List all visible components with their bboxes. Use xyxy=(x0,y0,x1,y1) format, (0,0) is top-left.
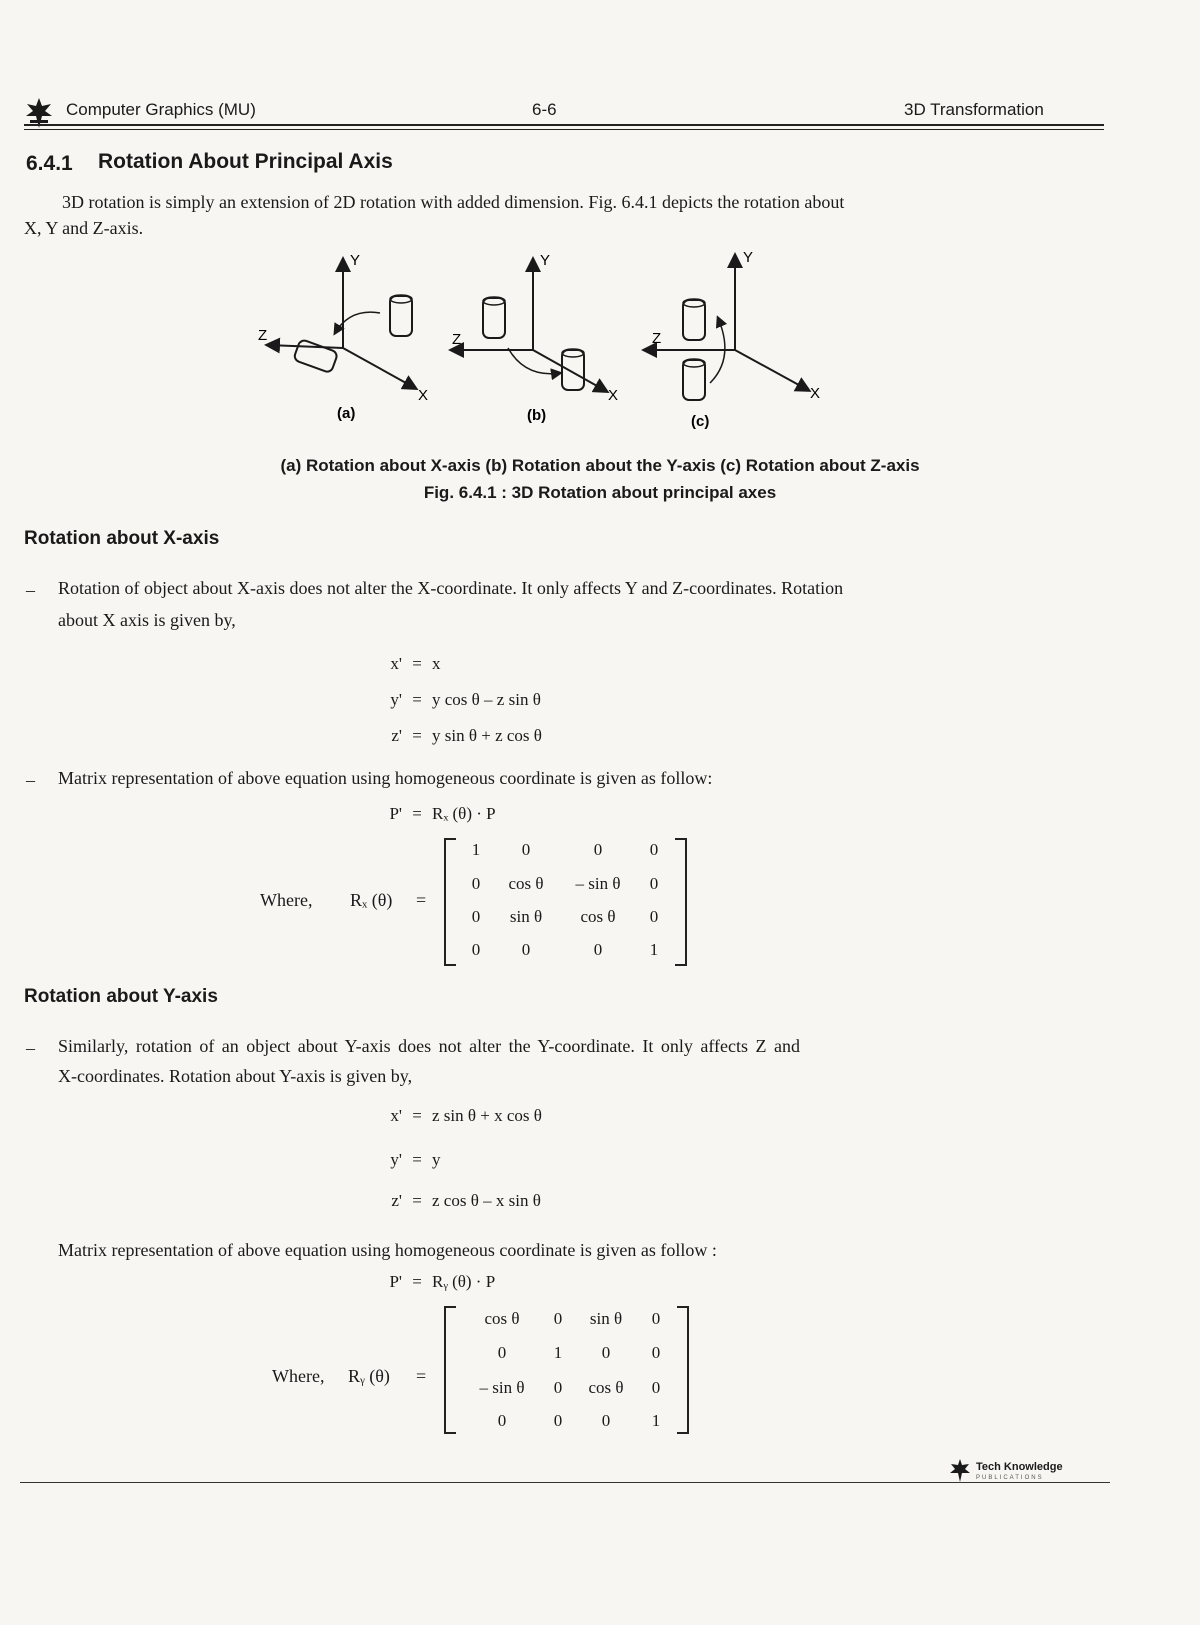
matrix-cell: 1 xyxy=(651,1411,661,1430)
panel-c-y-label: Y xyxy=(743,249,754,266)
section-title: Rotation About Principal Axis xyxy=(98,150,393,173)
matrix-cell: – sin θ xyxy=(575,874,621,893)
x-rotation-para-line-2: about X axis is given by, xyxy=(58,610,236,630)
x-rotation-para-line-1: Rotation of object about X-axis does not alter the X-coordinate. It only affects Y and Z-coordinates. Rotation xyxy=(58,578,844,598)
panel-b-y-label: Y xyxy=(540,252,551,269)
matrix-cell: 0 xyxy=(553,1309,563,1328)
y-matrix-intro: Matrix representation of above equation using homogeneous coordinate is given as follow : xyxy=(58,1240,717,1260)
matrix-cell: 0 xyxy=(521,840,531,859)
x-eq-rhs: z sin θ + x cos θ xyxy=(432,1106,542,1125)
panel-a-x-label: X xyxy=(418,387,429,404)
panel-a-rotation-arrow xyxy=(335,312,380,333)
y-eq-lhs: y' xyxy=(390,690,402,709)
y-where-label: Where, xyxy=(272,1366,325,1386)
matrix-cell: 0 xyxy=(497,1411,507,1430)
x-eq-rhs: x xyxy=(432,654,441,673)
x-eq-lhs: x' xyxy=(390,1106,402,1125)
matrix-cell: 0 xyxy=(521,940,531,959)
x-product-row xyxy=(370,804,496,824)
rotation-figure xyxy=(240,248,860,438)
publisher-sub: PUBLICATIONS xyxy=(976,1475,1044,1481)
z-eq-row xyxy=(370,1191,541,1211)
matrix-cell: cos θ xyxy=(484,1309,520,1328)
matrix-cell: 0 xyxy=(601,1343,611,1362)
matrix-cell: sin θ xyxy=(509,907,543,926)
equals-sign: = xyxy=(412,1106,422,1125)
z-eq-rhs: z cos θ – x sin θ xyxy=(432,1191,541,1210)
y-eq-row xyxy=(370,1150,441,1170)
y-eq-row xyxy=(370,690,541,710)
panel-b-diagram xyxy=(452,260,606,391)
chapter-title: 3D Transformation xyxy=(904,100,1044,119)
matrix-cell: 0 xyxy=(601,1411,611,1430)
y-eq-rhs: y cos θ – z sin θ xyxy=(432,690,541,709)
bullet-dash: – xyxy=(26,580,35,600)
matrix-cell: 0 xyxy=(497,1343,507,1362)
equals-sign: = xyxy=(416,1366,427,1386)
panel-a-diagram xyxy=(268,260,415,388)
matrix-cell: 0 xyxy=(649,907,659,926)
z-eq-row xyxy=(370,726,542,746)
matrix-cell: 0 xyxy=(553,1411,563,1430)
matrix-cell: 0 xyxy=(651,1378,661,1397)
panel-a-z-label: Z xyxy=(258,327,268,344)
panel-c-label: (c) xyxy=(691,413,710,430)
matrix-cell: 1 xyxy=(553,1343,563,1362)
panel-c-x-label: X xyxy=(810,385,821,402)
y-eq-rhs: y xyxy=(432,1150,441,1169)
y-matrix-name: Rᵧ (θ) xyxy=(348,1366,390,1386)
x-where-label: Where, xyxy=(260,890,313,910)
section-number: 6.4.1 xyxy=(26,152,73,175)
y-eq-lhs: y' xyxy=(390,1150,402,1169)
matrix-cell: 1 xyxy=(471,840,481,859)
matrix-cell: cos θ xyxy=(580,907,616,926)
z-eq-lhs: z' xyxy=(391,726,402,745)
page-number: 6-6 xyxy=(532,100,557,119)
panel-b-z-label: Z xyxy=(452,331,462,348)
y-rotation-para-line-1: Similarly, rotation of an object about Y-axis does not alter the Y-coordinate. It only affects Z and xyxy=(58,1036,800,1056)
matrix-cell: 0 xyxy=(593,840,603,859)
equals-sign: = xyxy=(412,1272,422,1291)
matrix-cell: 1 xyxy=(649,940,659,959)
panel-a-y-label: Y xyxy=(350,252,361,269)
x-product-lhs: P' xyxy=(389,804,402,823)
panel-a-z-axis xyxy=(268,345,343,348)
panel-a-label: (a) xyxy=(337,405,356,422)
panel-a-x-axis xyxy=(343,348,415,388)
equals-sign: = xyxy=(416,890,427,910)
matrix-cell: cos θ xyxy=(508,874,544,893)
figure-caption-title: Fig. 6.4.1 : 3D Rotation about principal axes xyxy=(423,483,777,502)
bullet-dash: – xyxy=(26,1038,35,1058)
panel-b-x-label: X xyxy=(608,387,619,404)
matrix-cell: 0 xyxy=(649,840,659,859)
matrix-cell: 0 xyxy=(651,1309,661,1328)
matrix-cell: – sin θ xyxy=(479,1378,525,1397)
x-matrix-intro: Matrix representation of above equation using homogeneous coordinate is given as follow: xyxy=(58,768,713,788)
y-product-lhs: P' xyxy=(389,1272,402,1291)
matrix-cell: cos θ xyxy=(588,1378,624,1397)
x-matrix-name: Rₓ (θ) xyxy=(350,890,393,910)
y-rotation-heading: Rotation about Y-axis xyxy=(24,986,218,1007)
x-rotation-heading: Rotation about X-axis xyxy=(24,528,220,549)
header-rule xyxy=(24,124,1104,126)
x-eq-row xyxy=(370,654,441,674)
x-rotation-matrix xyxy=(454,840,674,960)
y-rotation-matrix xyxy=(456,1308,676,1428)
y-product-row xyxy=(370,1272,495,1292)
equals-sign: = xyxy=(412,1191,422,1210)
equals-sign: = xyxy=(412,804,422,823)
tech-knowledge-logo-icon xyxy=(948,1458,972,1484)
equals-sign: = xyxy=(412,1150,422,1169)
matrix-cell: 0 xyxy=(471,874,481,893)
matrix-cell: 0 xyxy=(649,874,659,893)
equals-sign: = xyxy=(412,726,422,745)
z-eq-rhs: y sin θ + z cos θ xyxy=(432,726,542,745)
intro-line-1: 3D rotation is simply an extension of 2D rotation with added dimension. Fig. 6.4.1 depicts the rotation about xyxy=(62,192,845,212)
matrix-cell: 0 xyxy=(651,1343,661,1362)
x-eq-lhs: x' xyxy=(390,654,402,673)
footer-rule xyxy=(20,1482,1110,1483)
x-eq-row xyxy=(370,1106,542,1126)
y-matrix-bracket-left xyxy=(444,1306,456,1434)
x-product-rhs: Rₓ (θ) · P xyxy=(432,804,496,823)
y-product-rhs: Rᵧ (θ) · P xyxy=(432,1272,496,1291)
bullet-dash: – xyxy=(26,770,35,790)
equals-sign: = xyxy=(412,654,422,673)
panel-b-label: (b) xyxy=(527,407,547,424)
intro-line-2: X, Y and Z-axis. xyxy=(24,218,144,238)
matrix-cell: 0 xyxy=(471,940,481,959)
z-eq-lhs: z' xyxy=(391,1191,402,1210)
equals-sign: = xyxy=(412,690,422,709)
matrix-cell: 0 xyxy=(593,940,603,959)
panel-c-z-label: Z xyxy=(652,330,662,347)
panel-c-x-axis xyxy=(735,350,808,390)
figure-caption-panels: (a) Rotation about X-axis (b) Rotation about the Y-axis (c) Rotation about Z-axis xyxy=(280,456,920,475)
publisher-name: Tech Knowledge xyxy=(976,1461,1063,1473)
book-title: Computer Graphics (MU) xyxy=(66,100,256,119)
matrix-cell: sin θ xyxy=(589,1309,623,1328)
panel-a-cylinder-rotated xyxy=(293,339,338,373)
matrix-cell: 0 xyxy=(471,907,481,926)
y-rotation-para-line-2: X-coordinates. Rotation about Y-axis is given by, xyxy=(58,1066,413,1086)
header-rule-thin xyxy=(24,129,1104,130)
matrix-cell: 0 xyxy=(553,1378,563,1397)
panel-c-diagram xyxy=(645,256,808,400)
